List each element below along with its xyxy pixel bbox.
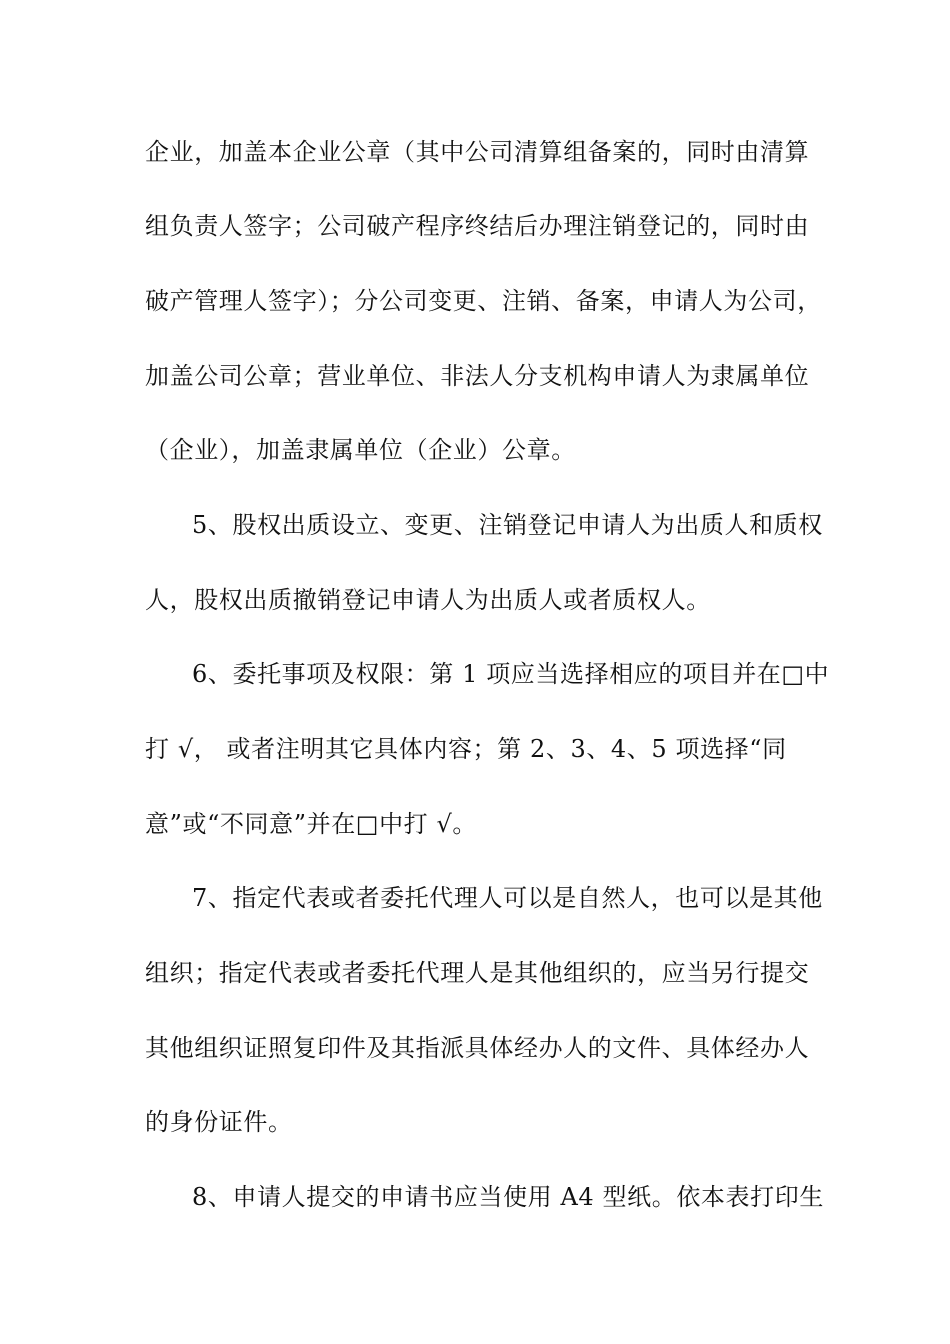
- text-line: 破产管理人签字）；分公司变更、注销、备案，申请人为公司，: [145, 287, 822, 315]
- paragraph-6-start: 6、委托事项及权限：第 1 项应当选择相应的项目并在□中: [192, 660, 830, 688]
- text-line: 意”或“不同意”并在□中打 √。: [145, 810, 478, 838]
- text-line: 的身份证件。: [145, 1108, 293, 1136]
- text-line: 打 √， 或者注明其它具体内容；第 2、3、4、5 项选择“同: [145, 735, 787, 763]
- text-line: 加盖公司公章；营业单位、非法人分支机构申请人为隶属单位: [145, 362, 810, 390]
- text-line: 其他组织证照复印件及其指派具体经办人的文件、具体经办人: [145, 1034, 810, 1062]
- text-line: （企业），加盖隶属单位（企业）公章。: [145, 436, 576, 464]
- paragraph-7-start: 7、指定代表或者委托代理人可以是自然人，也可以是其他: [192, 884, 823, 912]
- text-line: 组织；指定代表或者委托代理人是其他组织的，应当另行提交: [145, 959, 810, 987]
- text-line: 组负责人签字；公司破产程序终结后办理注销登记的，同时由: [145, 212, 810, 240]
- text-line: 企业，加盖本企业公章（其中公司清算组备案的，同时由清算: [145, 138, 810, 166]
- text-line: 人，股权出质撤销登记申请人为出质人或者质权人。: [145, 586, 711, 614]
- paragraph-5-start: 5、股权出质设立、变更、注销登记申请人为出质人和质权: [192, 511, 823, 539]
- paragraph-8-start: 8、申请人提交的申请书应当使用 A4 型纸。依本表打印生: [192, 1183, 824, 1211]
